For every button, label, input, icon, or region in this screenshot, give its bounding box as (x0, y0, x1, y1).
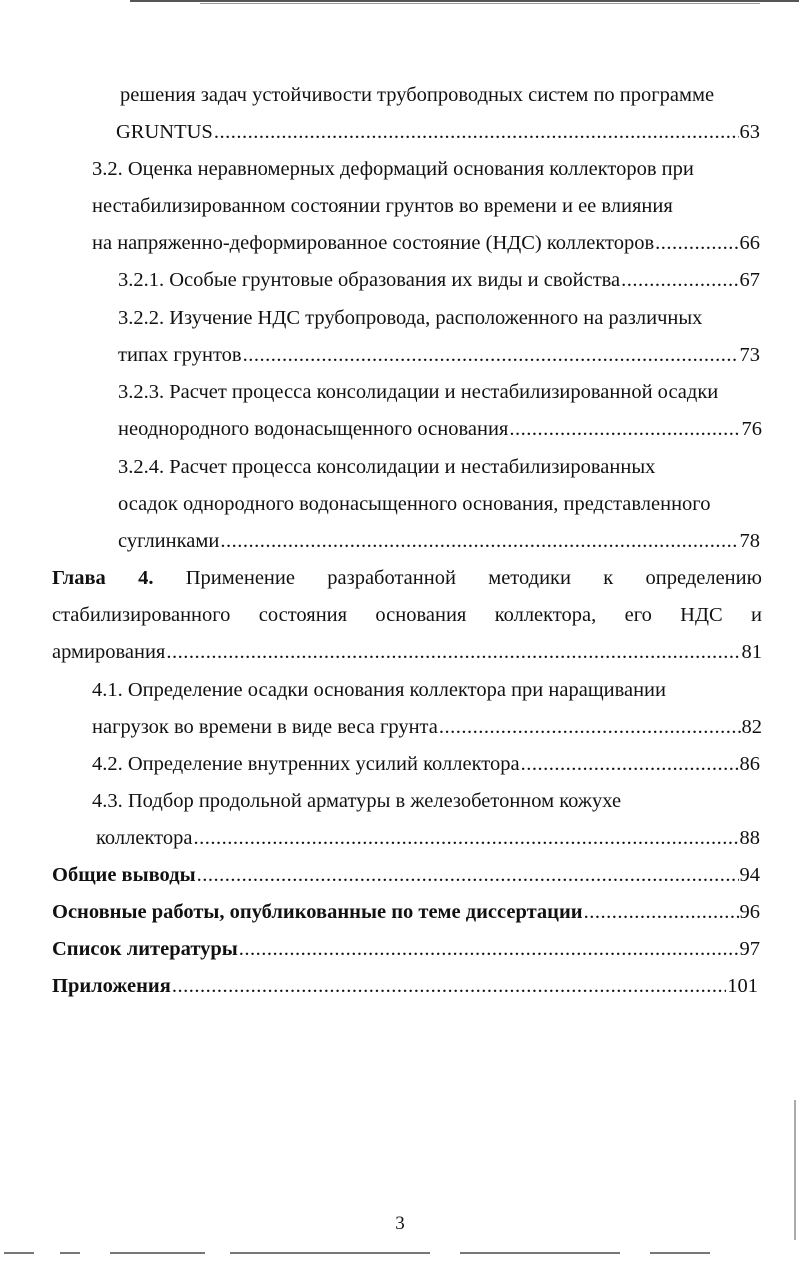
dot-leader (193, 826, 738, 850)
toc-entry-3-2-1[interactable]: 3.2.1. Особые грунтовые образования их виды и свойства ..... 67 (118, 268, 760, 292)
toc-chapter-4-line-1[interactable]: Глава 4. Применение разработанной методики к определению (52, 567, 762, 589)
toc-entry-appendices[interactable]: Приложения ..... 101 (52, 974, 758, 998)
scan-edge-top-2 (200, 3, 760, 4)
toc-line: 3.2.3. Расчет процесса консолидации и нестабилизированной осадки (118, 381, 719, 403)
toc-entry-4-3[interactable]: коллектора ..... 88 (96, 826, 760, 850)
toc-entry-3-2-3[interactable]: неоднородного водонасыщенного основания ..... 76 (118, 417, 762, 441)
dot-leader (197, 863, 739, 887)
toc-line: нестабилизированном состоянии грунтов во времени и ее влияния (92, 195, 673, 217)
dot-leader (584, 900, 739, 924)
toc-line: решения задач устойчивости трубопроводных систем по программе (120, 84, 715, 106)
dot-leader (239, 937, 739, 961)
toc-line: 3.2.2. Изучение НДС трубопровода, расположенного на различных (118, 307, 703, 329)
scan-edge-bottom (0, 1252, 799, 1254)
dot-leader (166, 640, 740, 664)
dot-leader (655, 231, 738, 255)
toc-chapter-4-line-3[interactable]: армирования ..... 81 (52, 640, 762, 664)
dot-leader (439, 715, 741, 739)
page-number: 3 (395, 1213, 405, 1234)
dot-leader (621, 268, 738, 292)
toc-line: 3.2. Оценка неравномерных деформаций основания коллекторов при (92, 158, 694, 180)
scan-edge-top (130, 0, 799, 2)
toc-chapter-4-line-2: стабилизированного состояния основания коллектора, его НДС и (52, 604, 762, 626)
toc-line: 3.2.4. Расчет процесса консолидации и нестабилизированных (118, 456, 656, 478)
dot-leader (220, 529, 738, 553)
dot-leader (172, 974, 726, 998)
toc-entry-4-2[interactable]: 4.2. Определение внутренних усилий коллектора ..... 86 (92, 752, 760, 776)
toc-entry-4-1[interactable]: нагрузок во времени в виде веса грунта ..... 82 (92, 715, 762, 739)
toc-entry-references[interactable]: Список литературы ..... 97 (52, 937, 760, 961)
dot-leader (243, 343, 739, 367)
toc-line: осадок однородного водонасыщенного основания, представленного (118, 493, 711, 515)
toc-entry-publications[interactable]: Основные работы, опубликованные по теме диссертации ..... 96 (52, 900, 760, 924)
toc-entry-gruntus[interactable]: GRUNTUS ..... 63 (116, 120, 760, 144)
dot-leader (521, 752, 739, 776)
toc-line: 4.3. Подбор продольной арматуры в железобетонном кожухе (92, 790, 622, 812)
toc-entry-3-2-2[interactable]: типах грунтов ..... 73 (118, 343, 760, 367)
dot-leader (214, 120, 739, 144)
dot-leader (509, 417, 740, 441)
toc-entry-conclusions[interactable]: Общие выводы ..... 94 (52, 863, 760, 887)
toc-line: 4.1. Определение осадки основания коллектора при наращивании (92, 679, 666, 701)
toc-entry-3-2-4[interactable]: суглинками ..... 78 (118, 529, 760, 553)
scan-edge-right (794, 1100, 796, 1240)
toc-entry-3-2[interactable]: на напряженно-деформированное состояние (НДС) коллекторов ..... 66 (92, 231, 760, 255)
